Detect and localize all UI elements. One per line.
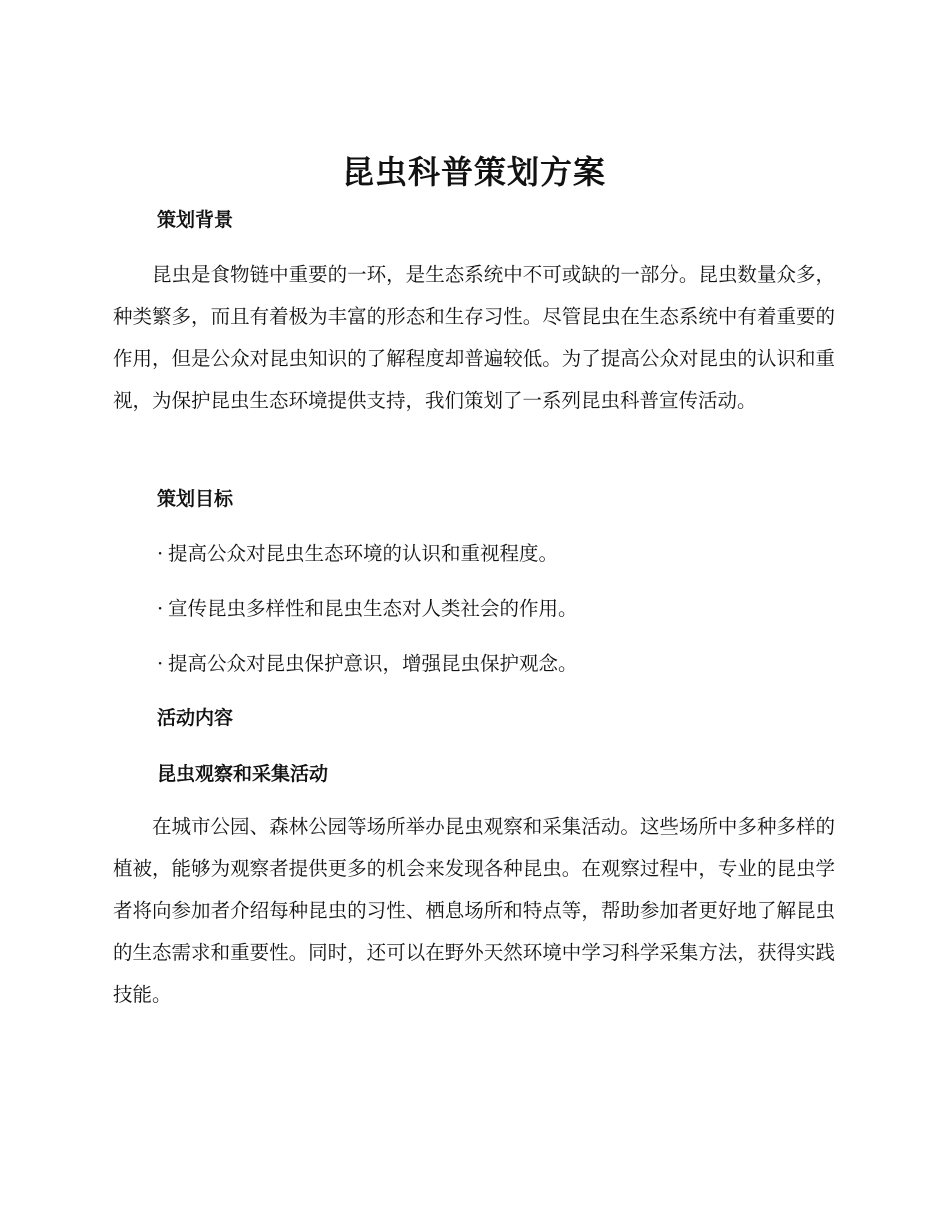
bullet-marker: · <box>157 542 164 565</box>
goal-text: 宣传昆虫多样性和昆虫生态对人类社会的作用。 <box>168 597 578 620</box>
section-heading-background: 策划背景 <box>157 209 234 231</box>
bullet-marker: · <box>157 597 164 620</box>
section-heading-goals: 策划目标 <box>157 488 234 510</box>
goal-list-item <box>157 650 578 678</box>
subsection-heading-observation: 昆虫观察和采集活动 <box>157 763 329 785</box>
goal-text: 提高公众对昆虫生态环境的认识和重视程度。 <box>168 542 559 565</box>
observation-paragraph: 在城市公园、森林公园等场所举办昆虫观察和采集活动。这些场所中多种多样的植被，能够为观察者提供更多的机会来发现各种昆虫。在观察过程中，专业的昆虫学者将向参加者介绍每种昆虫的习性、栖息场所和特点等，帮助参加者更好地了解昆虫的生态需求和重要性。同时，还可以在野外天然环境中学习科学采集方法，获得实践技能。 <box>113 815 835 1006</box>
goal-text: 提高公众对昆虫保护意识，增强昆虫保护观念。 <box>168 652 578 675</box>
document-title: 昆虫科普策划方案 <box>341 153 606 191</box>
goal-list-item <box>157 595 578 623</box>
goal-list-item <box>157 540 558 568</box>
bullet-marker: · <box>157 652 164 675</box>
background-paragraph: 昆虫是食物链中重要的一环，是生态系统中不可或缺的一部分。昆虫数量众多，种类繁多，而且有着极为丰富的形态和生存习性。尽管昆虫在生态系统中有着重要的作用，但是公众对昆虫知识的了解程度却普遍较低。为了提高公众对昆虫的认识和重视，为保护昆虫生态环境提供支持，我们策划了一系列昆虫科普宣传活动。 <box>113 263 835 412</box>
section-heading-content: 活动内容 <box>157 707 234 729</box>
